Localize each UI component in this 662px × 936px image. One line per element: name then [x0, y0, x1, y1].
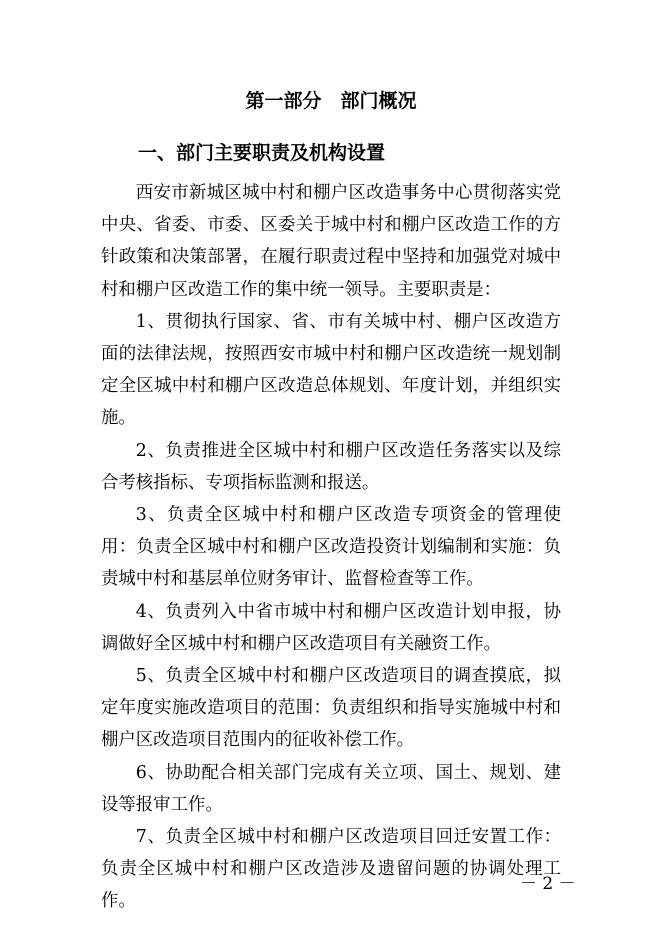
paragraph-duty-4: 4、负责列入中省市城中村和棚户区改造计划申报，协调做好全区城中村和棚户区改造项目有关融资工作。: [101, 601, 561, 654]
paragraph-duty-6: 6、协助配合相关部门完成有关立项、国土、规划、建设等报审工作。: [101, 762, 561, 815]
paragraph-duty-2: 2、负责推进全区城中村和棚户区改造任务落实以及综合考核指标、专项指标监测和报送。: [101, 440, 561, 493]
paragraph-duty-1: 1、贯彻执行国家、省、市有关城中村、棚户区改造方面的法律法规，按照西安市城中村和棚户区改造统一规划制定全区城中村和棚户区改造总体规划、年度计划，并组织实施。: [101, 311, 561, 429]
paragraph-intro: 西安市新城区城中村和棚户区改造事务中心贯彻落实党中央、省委、市委、区委关于城中村和棚户区改造工作的方针政策和决策部署，在履行职责过程中坚持和加强党对城中村和棚户区改造工作的集中统一领导。主要职责是：: [101, 183, 561, 300]
page-number: － 2 －: [520, 874, 576, 894]
paragraph-duty-5: 5、负责全区城中村和棚户区改造项目的调查摸底，拟定年度实施改造项目的范围：负责组织和指导实施城中村和棚户区改造项目范围内的征收补偿工作。: [101, 666, 561, 751]
paragraph-duty-3: 3、负责全区城中村和棚户区改造专项资金的管理使用：负责全区城中村和棚户区改造投资计划编制和实施：负责城中村和基层单位财务审计、监督检查等工作。: [101, 505, 561, 590]
paragraph-duty-7: 7、负责全区城中村和棚户区改造项目回迁安置工作：负责全区城中村和棚户区改造涉及遗留问题的协调处理工作。: [101, 827, 561, 912]
section-heading: 一、部门主要职责及机构设置: [138, 142, 386, 164]
part-title: 第一部分 部门概况: [245, 90, 417, 112]
body-text: [101, 177, 561, 918]
